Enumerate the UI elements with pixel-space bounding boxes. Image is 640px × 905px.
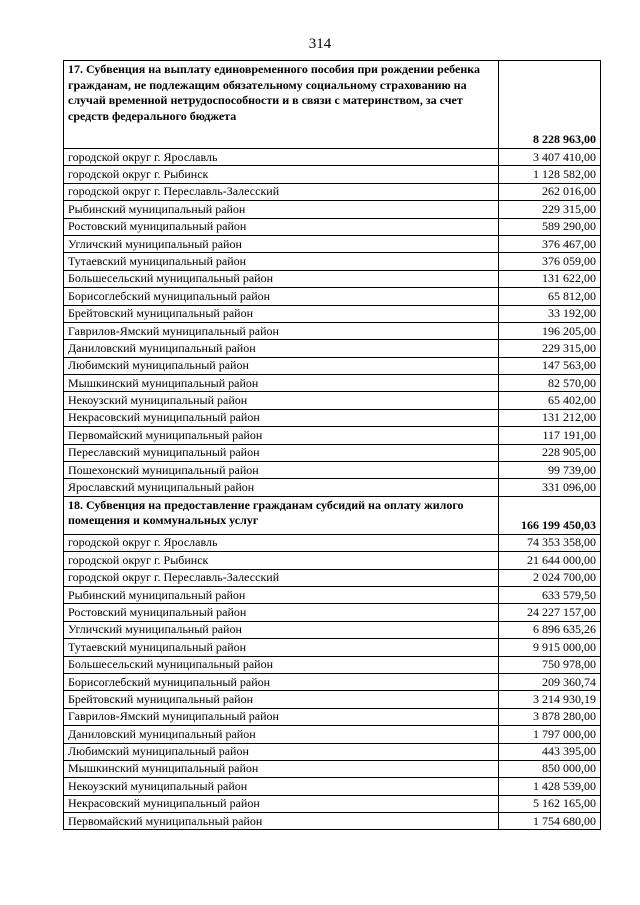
amount-value: 228 905,00 bbox=[499, 444, 601, 461]
amount-value: 633 579,50 bbox=[499, 586, 601, 603]
budget-table bbox=[63, 60, 601, 830]
table-row bbox=[64, 586, 601, 603]
amount-value: 24 227 157,00 bbox=[499, 604, 601, 621]
amount-value: 209 360,74 bbox=[499, 673, 601, 690]
municipality-name: городской округ г. Переславль-Залесский bbox=[64, 183, 499, 200]
table-row bbox=[64, 639, 601, 656]
amount-value: 589 290,00 bbox=[499, 218, 601, 235]
municipality-name: Большесельский муниципальный район bbox=[64, 270, 499, 287]
municipality-name: городской округ г. Ярославль bbox=[64, 149, 499, 166]
amount-value: 131 212,00 bbox=[499, 409, 601, 426]
municipality-name: Любимский муниципальный район bbox=[64, 357, 499, 374]
amount-value: 117 191,00 bbox=[499, 427, 601, 444]
municipality-name: Борисоглебский муниципальный район bbox=[64, 288, 499, 305]
table-row bbox=[64, 479, 601, 496]
amount-value: 750 978,00 bbox=[499, 656, 601, 673]
budget-table-body bbox=[64, 61, 601, 830]
municipality-name: Угличский муниципальный район bbox=[64, 621, 499, 638]
table-row bbox=[64, 534, 601, 551]
table-row bbox=[64, 656, 601, 673]
table-row bbox=[64, 253, 601, 270]
amount-value: 3 407 410,00 bbox=[499, 149, 601, 166]
table-row bbox=[64, 409, 601, 426]
municipality-name: Ярославский муниципальный район bbox=[64, 479, 499, 496]
municipality-name: Борисоглебский муниципальный район bbox=[64, 673, 499, 690]
table-row bbox=[64, 743, 601, 760]
amount-value: 33 192,00 bbox=[499, 305, 601, 322]
amount-value: 99 739,00 bbox=[499, 462, 601, 479]
table-row bbox=[64, 444, 601, 461]
amount-value: 2 024 700,00 bbox=[499, 569, 601, 586]
amount-value: 331 096,00 bbox=[499, 479, 601, 496]
municipality-name: Первомайский муниципальный район bbox=[64, 427, 499, 444]
municipality-name: Некрасовский муниципальный район bbox=[64, 795, 499, 812]
amount-value: 376 059,00 bbox=[499, 253, 601, 270]
amount-value: 65 402,00 bbox=[499, 392, 601, 409]
municipality-name: Мышкинский муниципальный район bbox=[64, 760, 499, 777]
municipality-name: Тутаевский муниципальный район bbox=[64, 639, 499, 656]
amount-value: 9 915 000,00 bbox=[499, 639, 601, 656]
table-row bbox=[64, 270, 601, 287]
amount-value: 229 315,00 bbox=[499, 201, 601, 218]
municipality-name: Некоузский муниципальный район bbox=[64, 778, 499, 795]
municipality-name: Рыбинский муниципальный район bbox=[64, 586, 499, 603]
municipality-name: Некрасовский муниципальный район bbox=[64, 409, 499, 426]
table-row bbox=[64, 462, 601, 479]
municipality-name: Ростовский муниципальный район bbox=[64, 604, 499, 621]
municipality-name: городской округ г. Ярославль bbox=[64, 534, 499, 551]
amount-value: 6 896 635,26 bbox=[499, 621, 601, 638]
amount-value: 1 754 680,00 bbox=[499, 813, 601, 830]
amount-value: 1 128 582,00 bbox=[499, 166, 601, 183]
table-row bbox=[64, 305, 601, 322]
municipality-name: городской округ г. Рыбинск bbox=[64, 552, 499, 569]
table-row bbox=[64, 604, 601, 621]
municipality-name: городской округ г. Рыбинск bbox=[64, 166, 499, 183]
municipality-name: Большесельский муниципальный район bbox=[64, 656, 499, 673]
amount-value: 3 878 280,00 bbox=[499, 708, 601, 725]
table-row bbox=[64, 166, 601, 183]
municipality-name: Пошехонский муниципальный район bbox=[64, 462, 499, 479]
table-row bbox=[64, 813, 601, 830]
amount-value: 850 000,00 bbox=[499, 760, 601, 777]
table-row bbox=[64, 726, 601, 743]
municipality-name: Гаврилов-Ямский муниципальный район bbox=[64, 322, 499, 339]
amount-value: 74 353 358,00 bbox=[499, 534, 601, 551]
table-row bbox=[64, 340, 601, 357]
amount-value: 5 162 165,00 bbox=[499, 795, 601, 812]
table-row bbox=[64, 322, 601, 339]
section-header-row bbox=[64, 61, 601, 149]
amount-value: 131 622,00 bbox=[499, 270, 601, 287]
section-total: 8 228 963,00 bbox=[499, 61, 601, 149]
table-row bbox=[64, 235, 601, 252]
table-row bbox=[64, 552, 601, 569]
amount-value: 3 214 930,19 bbox=[499, 691, 601, 708]
municipality-name: Любимский муниципальный район bbox=[64, 743, 499, 760]
table-row bbox=[64, 673, 601, 690]
amount-value: 262 016,00 bbox=[499, 183, 601, 200]
amount-value: 21 644 000,00 bbox=[499, 552, 601, 569]
amount-value: 196 205,00 bbox=[499, 322, 601, 339]
municipality-name: Мышкинский муниципальный район bbox=[64, 375, 499, 392]
table-row bbox=[64, 691, 601, 708]
table-row bbox=[64, 149, 601, 166]
municipality-name: Брейтовский муниципальный район bbox=[64, 691, 499, 708]
section-header-row bbox=[64, 496, 601, 534]
table-row bbox=[64, 288, 601, 305]
amount-value: 1 797 000,00 bbox=[499, 726, 601, 743]
municipality-name: Даниловский муниципальный район bbox=[64, 340, 499, 357]
municipality-name: Брейтовский муниципальный район bbox=[64, 305, 499, 322]
municipality-name: Рыбинский муниципальный район bbox=[64, 201, 499, 218]
table-row bbox=[64, 201, 601, 218]
page-number: 314 bbox=[308, 36, 332, 52]
municipality-name: Тутаевский муниципальный район bbox=[64, 253, 499, 270]
table-row bbox=[64, 392, 601, 409]
amount-value: 1 428 539,00 bbox=[499, 778, 601, 795]
table-row bbox=[64, 218, 601, 235]
municipality-name: Даниловский муниципальный район bbox=[64, 726, 499, 743]
municipality-name: Гаврилов-Ямский муниципальный район bbox=[64, 708, 499, 725]
table-row bbox=[64, 621, 601, 638]
table-row bbox=[64, 357, 601, 374]
section-title: 17. Субвенция на выплату единовременного пособия при рождении ребенка гражданам, не подлежащим обязательному социальному страхованию на случай временной нетрудоспособности и в связи с материнством, за счет средств федерального бюджета bbox=[64, 61, 499, 149]
amount-value: 376 467,00 bbox=[499, 235, 601, 252]
table-row bbox=[64, 427, 601, 444]
table-row bbox=[64, 375, 601, 392]
table-row bbox=[64, 760, 601, 777]
table-row bbox=[64, 778, 601, 795]
municipality-name: Некоузский муниципальный район bbox=[64, 392, 499, 409]
municipality-name: Первомайский муниципальный район bbox=[64, 813, 499, 830]
table-row bbox=[64, 708, 601, 725]
municipality-name: Ростовский муниципальный район bbox=[64, 218, 499, 235]
section-total: 166 199 450,03 bbox=[499, 496, 601, 534]
table-row bbox=[64, 183, 601, 200]
amount-value: 65 812,00 bbox=[499, 288, 601, 305]
municipality-name: Переславский муниципальный район bbox=[64, 444, 499, 461]
table-row bbox=[64, 569, 601, 586]
municipality-name: городской округ г. Переславль-Залесский bbox=[64, 569, 499, 586]
amount-value: 82 570,00 bbox=[499, 375, 601, 392]
amount-value: 443 395,00 bbox=[499, 743, 601, 760]
amount-value: 147 563,00 bbox=[499, 357, 601, 374]
table-row bbox=[64, 795, 601, 812]
section-title: 18. Субвенция на предоставление гражданам субсидий на оплату жилого помещения и коммунальных услуг bbox=[64, 496, 499, 534]
municipality-name: Угличский муниципальный район bbox=[64, 235, 499, 252]
amount-value: 229 315,00 bbox=[499, 340, 601, 357]
